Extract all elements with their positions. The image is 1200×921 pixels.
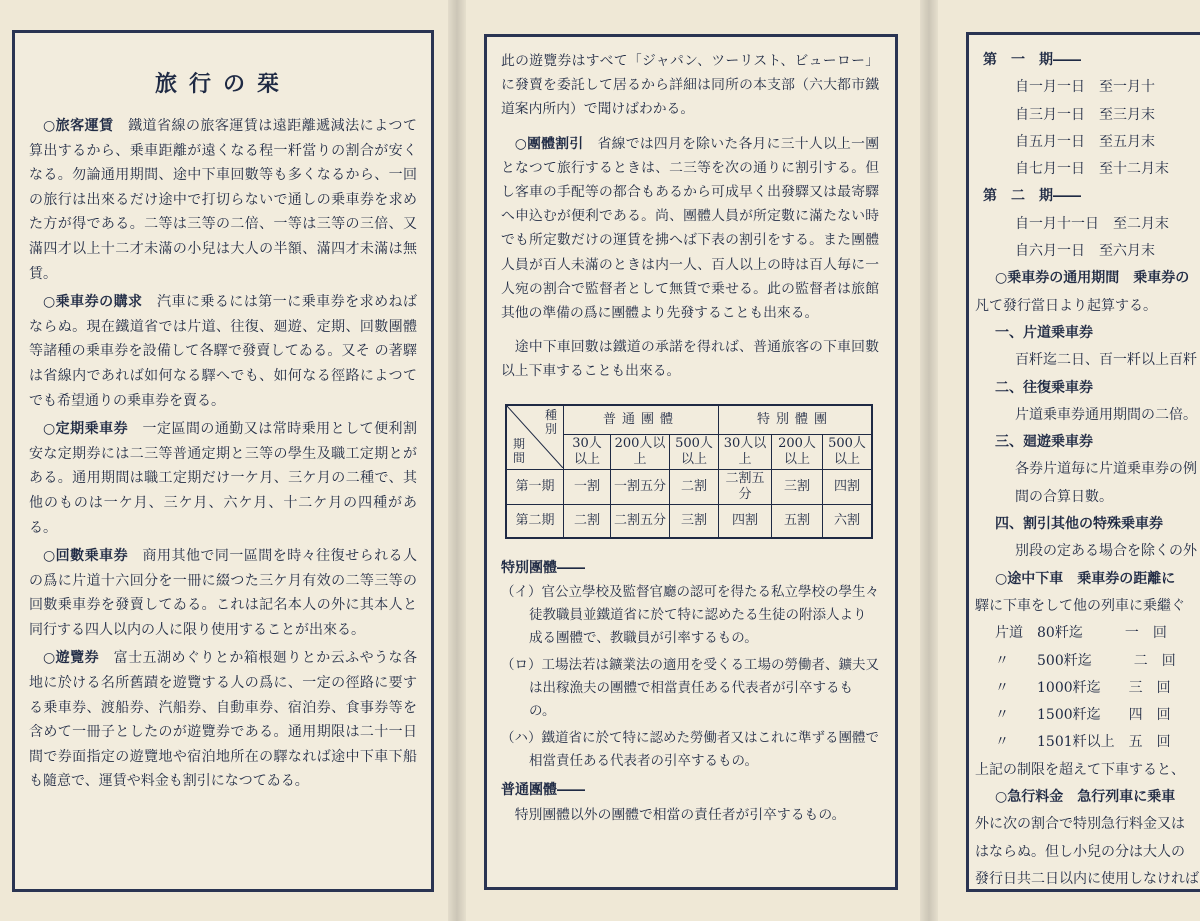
text-line: 凡て發行當日より起算する。 [975, 297, 1157, 314]
paragraph-group-discount [501, 132, 879, 326]
right-panel-text [969, 35, 1200, 892]
table-col-header: 500人以上 [670, 434, 719, 469]
text-line: 〃 1000粁迄 三 回 [995, 679, 1171, 696]
list-item [501, 654, 879, 723]
table-cell: 一割 [564, 469, 611, 504]
table-group-header: 特別體團 [719, 405, 873, 435]
table-cell: 四割 [823, 469, 873, 504]
list-item-text: 鐵道省に於て特に認めた勞働者又はこれに準ずる團體で相當責任ある代表者の引卒するもの。 [529, 729, 879, 769]
table-cell: 四割 [719, 504, 772, 538]
table-row-label: 第一期 [506, 469, 564, 504]
list-item [501, 581, 879, 650]
text-line: 發行日共二日以内に使用しなければ [975, 870, 1199, 887]
middle-panel [484, 34, 898, 890]
corner-top-label: 種別 [544, 407, 557, 436]
paragraph-coupon-ticket [29, 544, 417, 642]
text-line: 百粁迄二日、百一粁以上百粁 [1015, 352, 1197, 369]
text-line: 片道 80粁迄 一 回 [995, 625, 1167, 642]
list-item [501, 727, 879, 773]
paragraph-text: 富士五湖めぐりとか箱根廻りとか云ふやうな各地に於ける名所舊蹟を遊覽する人の爲に、一定の徑路に要する乗車券、渡船券、汽船券、自動車券、宿泊券、食事券等を含めて一冊子としたのが遊覽券である。通用期限は二十一日間で券面指定の遊覽地や宿泊地所在の驛なれば途中下車下船も隨意で、運賃や料金も割引になつてゐる。 [29, 650, 418, 790]
table-col-header: 200人以上 [772, 434, 823, 469]
paragraph-text: 省線では四月を除いた各月に三十人以上一團となつて旅行するときは、二三等を次の通りに割引する。但し客車の手配等の都合もあるから可成早く出發驛又は最寄驛へ申込むが便利である。尚、團體人員が所定數に滿たない時でも所定數だけの運賃を拂へば下表の割引をする。また團體人員が百人未滿のときは内一人、百人以上の時は百人毎に一人宛の割合で監督者として無賃で乗せる。此の監督者は旅館其他の準備の爲に團體より先發することも出來る。 [501, 135, 880, 322]
paragraph-ticket-purchase [29, 290, 417, 413]
table-row [506, 504, 872, 538]
text-line: ○急行料金 急行列車に乗車 [995, 789, 1176, 806]
section-heading: ○團體割引 [514, 135, 584, 152]
text-line: ○途中下車 乗車券の距離に [995, 570, 1176, 587]
paragraph-text: 汽車に乗るには第一に乗車券を求めねばならぬ。現在鐵道省では片道、往復、廻遊、定期、回數團體等諸種の乗車券を設備して各驛で發賣してゐる。又そ の著驛は省線内であれば如何なる驛へでも、如何なる徑路によつてでも希望通りの乗車券を賣る。 [29, 294, 418, 409]
table-cell: 五割 [772, 504, 823, 538]
section-heading: ○旅客運賃 [43, 118, 114, 134]
paragraph-commuter-pass [29, 417, 417, 540]
text-line: 一、片道乗車券 [995, 324, 1093, 341]
table-cell: 一割五分 [611, 469, 670, 504]
text-line: 片道乗車券通用期間の二倍。 [1015, 406, 1197, 423]
table-cell: 二割五分 [611, 504, 670, 538]
text-line: 驛に下車をして他の列車に乗繼ぐ [975, 597, 1185, 614]
table-col-header: 500人以上 [823, 434, 873, 469]
text-line: 各券片道毎に片道乗車券の例 [1015, 461, 1197, 478]
corner-bottom-label: 期間 [512, 436, 525, 465]
table-row-label: 第二期 [506, 504, 564, 538]
table-group-header: 普通團體 [564, 405, 719, 435]
group-discount-table [505, 404, 873, 539]
section-heading: ○定期乗車券 [43, 421, 129, 438]
table-col-header: 30人以上 [564, 434, 611, 469]
text-line: 三、廻遊乗車券 [995, 434, 1093, 451]
left-panel [12, 30, 434, 892]
section-heading: 普通團體―― [501, 781, 585, 798]
paragraph-text: 鐵道省線の旅客運賃は遠距離遞減法によつて算出するから、乗車距離が遠くなる程一粁當りの割合が安くなる。勿論通用期間、途中下車回數等も多くなるから、一回の旅行は出來るだけ途中で打切らないで通しの乗車券を求めた方が得である。二等は三等の二倍、一等は三等の三倍、又滿四才以上十二才未滿の小兒は大人の半額、滿四才未滿は無賃。 [29, 118, 418, 282]
right-panel [966, 32, 1200, 892]
section-heading: ○乗車券の購求 [43, 294, 143, 311]
section-heading: 特別團體―― [501, 559, 585, 576]
text-line: 〃 1500粁迄 四 回 [995, 707, 1171, 724]
table-cell: 三割 [772, 469, 823, 504]
text-line: 自六月一日 至六月末 [1015, 243, 1155, 260]
text-line: 自一月一日 至一月十 [1015, 79, 1155, 96]
text-line: 第 一 期―― [983, 52, 1081, 68]
list-marker: （ロ） [501, 656, 542, 673]
table-cell: 三割 [670, 504, 719, 538]
page-fold [448, 0, 466, 921]
text-line: 四、割引其他の特殊乗車券 [995, 516, 1163, 533]
text-line: ○乗車券の通用期間 乗車券の [995, 270, 1190, 287]
table-col-header: 200人以上 [611, 434, 670, 469]
text-line: 自一月十一日 至二月末 [1015, 215, 1169, 232]
paragraph-ordinary-group: 特別團體以外の團體で相當の責任者が引卒するもの。 [514, 806, 846, 823]
paragraph-stopover: 途中下車回數は鐵道の承諾を得れば、普通旅客の下車回數以上下車することも出來る。 [501, 339, 879, 380]
list-marker: （イ） [501, 583, 542, 600]
paragraph-text: 一定區間の通勤又は常時乗用として便利割安な定期券には二三等普通定期と三等の學生及職工定期とがある。通用期間は職工定期だけ一ケ月、三ケ月の二種で、其他のものは一ケ月、三ケ月、六ケ月、十二ケ月の四種がある。 [29, 421, 418, 536]
paragraph-fare [29, 114, 417, 286]
paragraph-bureau: 此の遊覽券はすべて「ジャパン、ツーリスト、ビューロー」に發賣を委託して居るから詳細は同所の本支部（六大都市鐵道案内所内）で聞けばわかる。 [501, 53, 879, 118]
section-heading: ○回數乗車券 [43, 548, 129, 565]
table-corner [506, 405, 564, 470]
text-line: 〃 1501粁以上 五 回 [995, 734, 1171, 751]
section-heading: ○遊覽券 [43, 650, 100, 667]
text-line: はならぬ。但し小兒の分は大人の [975, 843, 1185, 860]
text-line: 自五月一日 至五月末 [1015, 133, 1155, 150]
list-item-text: 工場法若は鑛業法の適用を受くる工場の勞働者、鑛夫又は出稼漁夫の團體で相當責任ある代表者が引卒するもの。 [529, 656, 879, 719]
list-item-text: 官公立學校及監督官廳の認可を得たる私立學校の學生々徒教職員並鐵道省に於て特に認めたる生徒の附添人より成る團體で、教職員が引率するもの。 [529, 583, 879, 646]
text-line: 自三月一日 至三月末 [1015, 106, 1155, 123]
table-row [506, 469, 872, 504]
table-cell: 六割 [823, 504, 873, 538]
paragraph-excursion-ticket [29, 646, 417, 794]
table-cell: 二割 [564, 504, 611, 538]
text-line: 別段の定ある場合を除くの外 [1015, 543, 1197, 560]
page-fold [920, 0, 938, 921]
table-cell: 二割 [670, 469, 719, 504]
text-line: 間の合算日數。 [1015, 488, 1113, 505]
text-line: 〃 500粁迄 二 回 [995, 652, 1176, 669]
table-col-header: 30人以上 [719, 434, 772, 469]
text-line: 外に次の割合で特別急行料金又は [975, 816, 1185, 833]
table-cell: 二割五分 [719, 469, 772, 504]
page-title: 旅行の栞 [154, 71, 291, 97]
text-line: 自七月一日 至十二月末 [1015, 161, 1169, 178]
text-line: 第 二 期―― [983, 188, 1081, 205]
paragraph-text: 商用其他で同一區間を時々往復せられる人の爲に片道十六回分を一冊に綴つた三ケ月有效の二等三等の回數乗車券を發賣してゐる。これは記名本人の外に其本人と同行する四人以内の人に限り使用することが出來る。 [29, 548, 418, 638]
list-marker: （ハ） [501, 729, 542, 746]
text-line: 上記の制限を超えて下車すると、 [975, 761, 1185, 778]
text-line: 二、往復乗車券 [995, 379, 1093, 396]
